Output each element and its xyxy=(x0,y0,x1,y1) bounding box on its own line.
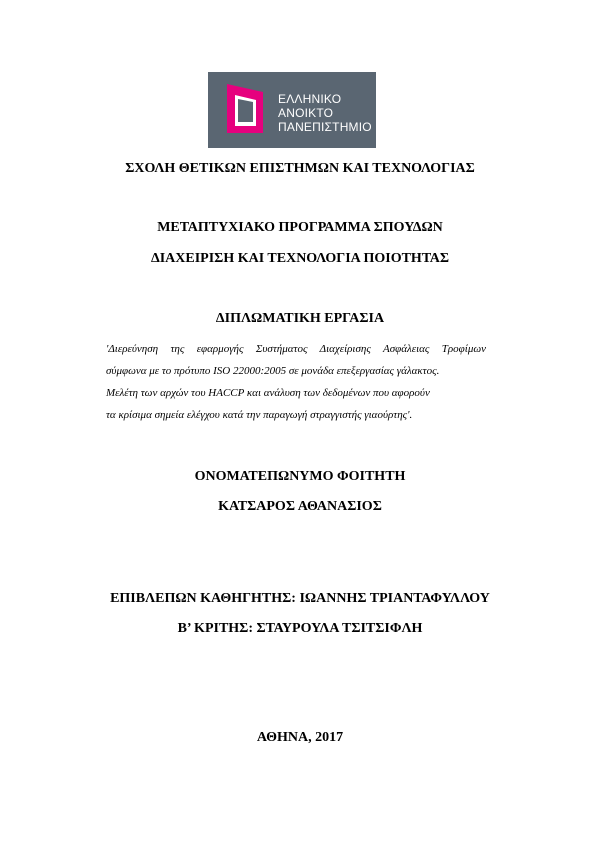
supervisor: ΕΠΙΒΛΕΠΩΝ ΚΑΘΗΓΗΤΗΣ: ΙΩΑΝΝΗΣ ΤΡΙΑΝΤΑΦΥΛΛΟΥ xyxy=(110,591,490,606)
logo-line-1: ΕΛΛΗΝΙΚΟ xyxy=(278,92,342,106)
place-year: ΑΘΗΝΑ, 2017 xyxy=(256,730,344,745)
logo-line-2: ΑΝΟΙΚΤΟ xyxy=(278,106,334,120)
thesis-title-line-4: τα κρίσιμα σημεία ελέγχου κατά την παραγωγή στραγγιστής γιαούρτης'. xyxy=(106,409,413,421)
logo-wordmark xyxy=(278,92,372,134)
logo-line-3: ΠΑΝΕΠΙΣΤΗΜΙΟ xyxy=(278,120,372,134)
school-name: ΣΧΟΛΗ ΘΕΤΙΚΩΝ ΕΠΙΣΤΗΜΩΝ ΚΑΙ ΤΕΧΝΟΛΟΓΙΑΣ xyxy=(125,161,475,176)
logo-mark-icon xyxy=(223,81,269,136)
second-examiner: Β’ ΚΡΙΤΗΣ: ΣΤΑΥΡΟΥΛΑ ΤΣΙΤΣΙΦΛΗ xyxy=(177,621,423,636)
student-label: ΟΝΟΜΑΤΕΠΩΝΥΜΟ ΦΟΙΤΗΤΗ xyxy=(194,469,406,484)
program-line-1: ΜΕΤΑΠΤΥΧΙΑΚΟ ΠΡΟΓΡΑΜΜΑ ΣΠΟΥΔΩΝ xyxy=(157,220,443,235)
thesis-title-line-1: 'Διερεύνηση της εφαρμογής Συστήματος Διαχείρισης Ασφάλειας Τροφίμων xyxy=(106,343,486,355)
thesis-title-line-2: σύμφωνα με το πρότυπο ISO 22000:2005 σε μονάδα επεξεργασίας γάλακτος. xyxy=(106,365,440,377)
student-name: ΚΑΤΣΑΡΟΣ ΑΘΑΝΑΣΙΟΣ xyxy=(218,499,382,514)
program-line-2: ΔΙΑΧΕΙΡΙΣΗ ΚΑΙ ΤΕΧΝΟΛΟΓΙΑ ΠΟΙΟΤΗΤΑΣ xyxy=(150,251,450,266)
thesis-title-line-3: Μελέτη των αρχών του HACCP και ανάλυση των δεδομένων που αφορούν xyxy=(106,387,430,399)
thesis-heading: ΔΙΠΛΩΜΑΤΙΚΗ ΕΡΓΑΣΙΑ xyxy=(215,311,385,326)
thesis-title xyxy=(106,338,486,426)
university-logo xyxy=(208,72,376,148)
